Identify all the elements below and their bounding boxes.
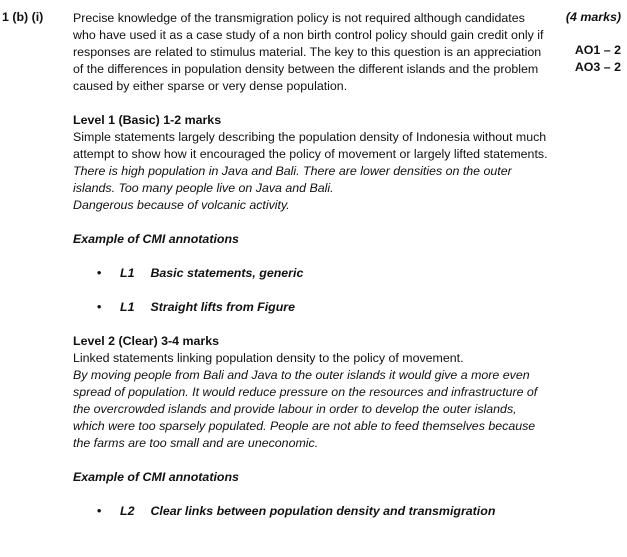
level2-description: Linked statements linking population density to the policy of movement.	[73, 351, 464, 365]
question-number: 1 (b) (i)	[2, 10, 44, 24]
total-marks: (4 marks)	[565, 10, 621, 24]
marks-column	[566, 10, 621, 76]
annotation-text: Basic statements, generic	[150, 266, 304, 280]
assessment-objective-2: AO3 – 2	[574, 60, 621, 74]
assessment-objective-1: AO1 – 2	[574, 43, 621, 57]
bullet-icon: •	[97, 504, 102, 518]
level1-heading: Level 1 (Basic) 1-2 marks	[73, 113, 222, 127]
bullet-icon: •	[97, 300, 102, 314]
level1-example-2: Dangerous because of volcanic activity.	[73, 198, 290, 212]
annotation-code: L2	[120, 504, 135, 518]
level1-description: Simple statements largely describing the population density of Indonesia without much attempt to show how it encouraged the policy of movement or largely lifted statements.	[73, 130, 548, 161]
annotation-item	[73, 265, 548, 282]
annotation-code: L1	[120, 300, 135, 314]
level1-cmi-heading: Example of CMI annotations	[73, 232, 239, 246]
bullet-icon: •	[97, 266, 102, 280]
level1-annotation-list	[73, 265, 548, 316]
level2-heading: Level 2 (Clear) 3-4 marks	[73, 334, 220, 348]
level2-annotation-list	[73, 503, 548, 520]
mark-scheme-body	[73, 10, 548, 537]
intro-paragraph: Precise knowledge of the transmigration policy is not required although candidates who have used it as a case study of a non birth control policy should gain credit only if responses are related to stimulus material. The key to this question is an appreciation of the differences in population density between the different islands and the problem caused by either sparse or very dense population.	[73, 11, 544, 93]
level2-cmi-heading: Example of CMI annotations	[73, 470, 239, 484]
annotation-text: Straight lifts from Figure	[150, 300, 296, 314]
annotation-item	[73, 299, 548, 316]
annotation-text: Clear links between population density and transmigration	[150, 504, 496, 518]
level2-example: By moving people from Bali and Java to the outer islands it would give a more even spread of population. It would reduce pressure on the resources and infrastructure of the overcrowded islands and provide labour in order to develop the outer islands, which were too sparsely populated. People are not able to feed themselves because the farms are too small and are uneconomic.	[73, 368, 538, 450]
level1-example-1: There is high population in Java and Bali. There are lower densities on the outer islands. Too many people live on Java and Bali.	[73, 164, 512, 195]
annotation-code: L1	[120, 266, 135, 280]
annotation-item	[73, 503, 548, 520]
